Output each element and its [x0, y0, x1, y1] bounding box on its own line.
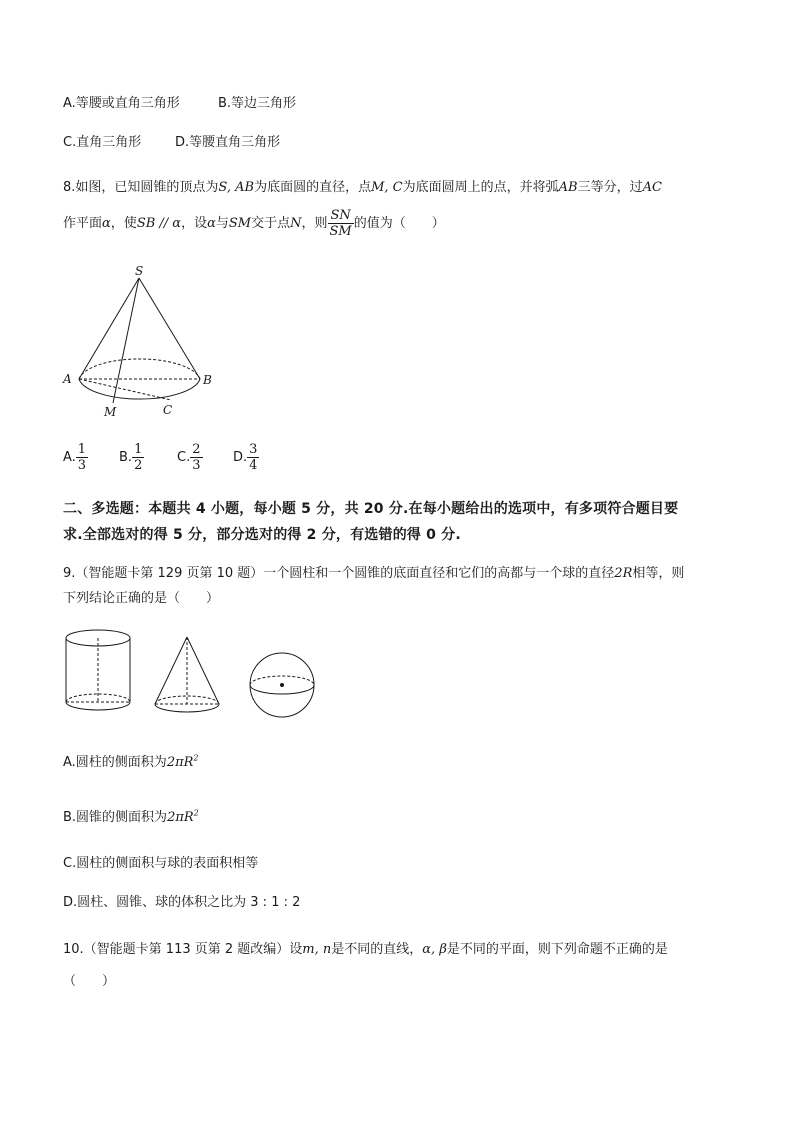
cone-edge-sm: [113, 278, 139, 403]
option-letter: D.: [233, 450, 248, 465]
q7-option-d: D.等腰直角三角形: [175, 135, 281, 150]
cone-edge-sa: [79, 278, 139, 379]
label-m: M: [104, 405, 117, 419]
q10-stem-line1: [63, 938, 668, 957]
q8-option-c: [177, 442, 203, 473]
q9-text: 9.（智能题卡第 129 页第 10 题）一个圆柱和一个圆锥的底面直径和它们的高都与一个球的直径: [63, 566, 615, 581]
q9-stem-line2: 下列结论正确的是（ ）: [63, 591, 220, 606]
q8-math: AB: [558, 180, 578, 195]
segment-ac: [79, 379, 171, 400]
q8-text: ，使: [110, 216, 137, 231]
q9-option-a: [63, 751, 199, 770]
q10-text: 是不同的平面，则下列命题不正确的是: [446, 942, 668, 957]
section-heading-line2: 求.全部选对的得 5 分，部分选对的得 2 分，有选错的得 0 分.: [63, 527, 461, 543]
option-text: B.圆锥的侧面积为: [63, 810, 168, 825]
denominator: 2: [134, 458, 143, 473]
q7-option-c: C.直角三角形: [63, 135, 142, 150]
q10-math: m, n: [302, 942, 332, 957]
q8-text: ，则: [301, 216, 328, 231]
numerator: 1: [77, 442, 87, 457]
option-superscript: 2: [193, 753, 199, 763]
q8-text: 作平面: [63, 216, 103, 231]
q8-option-d: [233, 442, 259, 473]
cone-base-front: [155, 704, 219, 712]
option-fraction: [132, 442, 144, 473]
q8-text: 交于点: [251, 216, 291, 231]
label-b: B: [203, 373, 212, 387]
q8-math: SM: [228, 216, 252, 231]
q9-option-b: [63, 806, 199, 825]
option-math: 2πR: [166, 755, 194, 770]
base-back-arc: [79, 359, 200, 379]
q7-option-a: A.等腰或直角三角形: [63, 96, 180, 111]
numerator: 3: [249, 442, 258, 457]
q8-math: S, AB: [218, 180, 255, 195]
base-front-arc: [79, 379, 200, 399]
q8-text: 与: [215, 216, 229, 231]
label-a: A: [63, 372, 72, 386]
denominator: 3: [77, 458, 87, 473]
option-fraction: [76, 442, 88, 473]
option-math: 2πR: [167, 810, 194, 825]
label-c: C: [163, 403, 173, 417]
cone-left-side: [155, 637, 187, 704]
option-superscript: 2: [193, 808, 199, 818]
q8-math: N: [290, 216, 302, 231]
option-letter: B.: [119, 450, 133, 465]
q8-stem-line2: [63, 208, 445, 239]
q8-frac-numerator: SN: [328, 208, 354, 224]
q7-option-b: B.等边三角形: [218, 96, 297, 111]
q10-stem-line2: （ ）: [63, 974, 116, 989]
q8-text: ，设: [181, 216, 208, 231]
section-heading-line1: 二、多选题：本题共 4 小题，每小题 5 分，共 20 分.在每小题给出的选项中，有多项符合题目要: [63, 501, 679, 517]
option-letter: A.: [63, 450, 76, 465]
q8-math: α: [207, 216, 216, 231]
q8-option-a: [63, 442, 88, 473]
denominator: 3: [192, 458, 201, 473]
q8-stem-line1: [63, 176, 662, 195]
option-text: A.圆柱的侧面积为: [63, 755, 167, 770]
cone-figure: [55, 262, 225, 422]
q8-math: SB // α: [136, 216, 182, 231]
sphere-center-dot: [280, 683, 284, 687]
q8-math: M, C: [371, 180, 403, 195]
cone-edge-sb: [139, 278, 200, 379]
q8-fraction: [328, 208, 354, 239]
q8-option-b: [119, 442, 144, 473]
q8-math: α: [102, 216, 111, 231]
numerator: 1: [134, 442, 143, 457]
q8-text: 的值为（ ）: [353, 216, 445, 231]
q8-frac-denominator: SM: [329, 224, 352, 239]
q10-text: 10.（智能题卡第 113 页第 2 题改编）设: [63, 942, 303, 957]
q9-stem-line1: [63, 562, 684, 581]
q8-text: 为底面圆周上的点，并将弧: [402, 180, 559, 195]
solids-figure: [60, 625, 330, 720]
q9-option-d: D.圆柱、圆锥、球的体积之比为 3 : 1 : 2: [63, 895, 301, 910]
q10-math: α, β: [422, 942, 447, 957]
option-fraction: [190, 442, 202, 473]
q9-math: 2R: [614, 566, 633, 581]
q8-math: AC: [642, 180, 662, 195]
q8-text: 8.如图，已知圆锥的顶点为: [63, 180, 219, 195]
denominator: 4: [249, 458, 258, 473]
numerator: 2: [192, 442, 201, 457]
q10-text: 是不同的直线，: [331, 942, 423, 957]
q9-option-c: C.圆柱的侧面积与球的表面积相等: [63, 856, 259, 871]
q8-text: 为底面圆的直径，点: [254, 180, 372, 195]
option-fraction: [247, 442, 259, 473]
q8-text: 三等分，过: [577, 180, 643, 195]
q9-text: 相等，则: [632, 566, 685, 581]
cone-right-side: [187, 637, 219, 704]
option-letter: C.: [177, 450, 191, 465]
cylinder-bottom-front: [66, 702, 130, 710]
label-s: S: [135, 264, 144, 278]
